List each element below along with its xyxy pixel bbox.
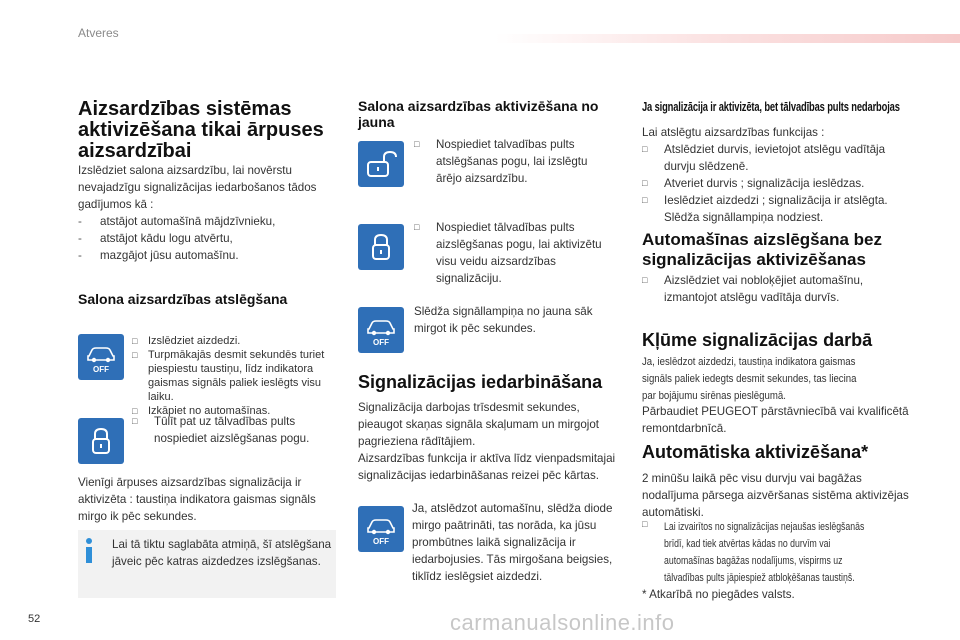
col1-note-block [78,474,346,525]
header-rule [495,34,960,43]
col3-title4-block [642,442,868,463]
fault-line: par bojājumu sirēnas pieslēgumā. [642,390,786,402]
col2-title2-block [358,372,602,393]
col1-title-block [78,99,340,162]
col2-step1 [414,136,614,187]
case-item: - atstājot automašīnā mājdzīvnieku, [78,215,276,228]
col2-off-note: Ja, atslēdzot automašīnu, slēdža diode mirgo paātrināti, tas norāda, ka jūsu prombūtnes laikā signalizācija ir iedarbojusies. Tās mirgošana beigsies, tiklīdz ieslēgsiet aizdedzi. [412,502,613,583]
col3-fault-block [642,354,891,405]
step-item: □ Atveriet durvis ; signalizācija ieslēdzas. [642,177,865,190]
step-item: □ Izkāpiet no automašīnas. [132,405,271,417]
col2-title-block [358,98,628,130]
off-label: OFF [93,365,109,374]
off-label: OFF [373,537,389,546]
info-icon [84,537,94,565]
info-text-block [112,536,332,570]
padlock-icon [358,224,404,270]
col2-lamp-note: Slēdža signāllampiņa no jauna sāk mirgot ik pēc sekundes. [414,305,593,335]
col3-fault-check-block [642,403,912,437]
col2-lamp-note-block [414,303,614,337]
step-item: □ Nospiediet talvadības pults atslēgšanas pogu, lai izslēgtu ārējo aizsardzību. [414,138,588,185]
auto-note-line: tālvadības pults jāpiespiež atbloķēšanas taustiņš. [664,572,855,584]
step-item: □ Izslēdziet aizdedzi. [132,335,241,347]
auto-note-line: brīdī, kad tiek atvērtas kādas no durvīm vai [664,538,831,550]
col3-steps-block [642,124,912,226]
off-label: OFF [373,338,389,347]
info-text: Lai tā tiktu saglabāta atmiņā, šī atslēgšana jāveic pēc katras aizdedzes izslēgšanas. [112,538,332,568]
section-tag: Atveres [78,26,119,40]
col2-title: Salona aizsardzības aktivizēšana no jauna [358,98,599,130]
step-item: □ Tūlīt pat uz tālvadības pults nospiediet aizslēgšanas pogu. [132,415,310,445]
col3-auto-block [642,470,912,521]
col1-subtitle: Salona aizsardzības atslēgšana [78,291,288,307]
col3-fault-check: Pārbaudiet PEUGEOT pārstāvniecībā vai kvalificētā remontdarbnīcā. [642,405,909,435]
auto-note-line: Lai izvairītos no signalizācijas nejaušas ieslēgšanās [664,521,865,533]
alarm-off-button-icon [78,334,124,380]
col2-p1: Signalizācija darbojas trīsdesmit sekundes, pieaugot skaņas signāla skaļumam un mirgojot pagrieziena rādītājiem. [358,401,600,448]
col3-lock-step [642,272,912,306]
col3-title2: Automašīnas aizslēgšana bez signalizācijas aktivizēšanas [642,230,882,269]
case-item: - atstājot kādu logu atvērtu, [78,232,233,245]
bullet-square-icon: □ [642,519,648,529]
case-item: - mazgājot jūsu automašīnu. [78,249,239,262]
unlock-button-icon [358,141,404,187]
col3-title-block [642,99,960,115]
alarm-off-button-icon-3 [358,506,404,552]
col1-intro-block [78,162,343,264]
col3-auto-note [642,519,912,587]
col1-note: Vienīgi ārpuses aizsardzības signalizācija ir aktivizēta : taustiņa indikatora gaismas signāls mirgo ik pēc sekundes. [78,476,316,523]
open-padlock-icon [358,141,404,187]
col3-footnote-block [642,586,795,603]
col3-title2-block [642,230,922,270]
col3-footnote: * Atkarībā no piegādes valsts. [642,588,795,601]
page-number: 52 [28,613,41,625]
step-item: □ Atslēdziet durvis, ievietojot atslēgu vadītāja durvju slēdzenē. [642,143,886,173]
col3-title: Ja signalizācija ir aktivizēta, bet tālvadības pults nedarbojas [642,99,900,114]
col2-title2: Signalizācijas iedarbināšana [358,372,603,392]
auto-note-line: automašīnas bagāžas nodalījums, vispirms uz [664,555,843,567]
col3-title4: Automātiska aktivizēšana* [642,442,869,462]
col2-step2 [414,219,614,287]
col3-intro: Lai atslēgtu aizsardzības funkcijas : [642,126,825,139]
watermark: carmanualsonline.info [450,610,675,635]
step-item: □ Ieslēdziet aizdedzi ; signalizācija ir atslēgta. Slēdža signāllampiņa nodziest. [642,194,888,224]
col2-paragraphs [358,399,626,484]
col3-title3-block [642,330,872,351]
lock-button-icon [78,418,124,464]
col1-steps1 [132,334,342,418]
col3-title3: Kļūme signalizācijas darbā [642,330,873,350]
alarm-off-button-icon-2 [358,307,404,353]
padlock-icon [78,418,124,464]
step-item: □ Turpmākajās desmit sekundēs turiet piespiestu taustiņu, līdz indikatora gaismas signāls paliek ieslēgts visu laiku. [132,349,325,403]
fault-line: signāls paliek iedegts desmit sekundes, tas liecina [642,373,857,385]
col3-auto-text: 2 minūšu laikā pēc visu durvju vai bagāžas nodalījuma pārsega aizvēršanas sistēma aktivizējas automātiski. [642,472,909,519]
lock-button-icon-2 [358,224,404,270]
col1-cases [78,213,343,264]
fault-line: Ja, ieslēdzot aizdedzi, taustiņa indikatora gaismas [642,356,856,368]
col1-intro: Izslēdziet salona aizsardzību, lai novērstu nevajadzīgu signalizācijas iedarbošanos tādos gadījumos kā : [78,164,317,211]
col1-subtitle-block [78,291,287,307]
col2-off-note-block [412,500,622,585]
col1-steps2 [132,413,347,447]
col2-p2: Aizsardzības funkcija ir aktīva līdz vienpadsmitajai signalizācijas iedarbināšanas reizei pēc kārtas. [358,452,616,482]
col1-title: Aizsardzības sistēmas aktivizēšana tikai ārpuses aizsardzībai [78,98,324,162]
step-item: □ Nospiediet tālvadības pults aizslēgšanas pogu, lai aktivizētu visu veidu aizsardzības signalizāciju. [414,221,602,285]
step-item: □ Aizslēdziet vai nobloķējiet automašīnu, izmantojot atslēgu vadītāja durvīs. [642,274,864,304]
